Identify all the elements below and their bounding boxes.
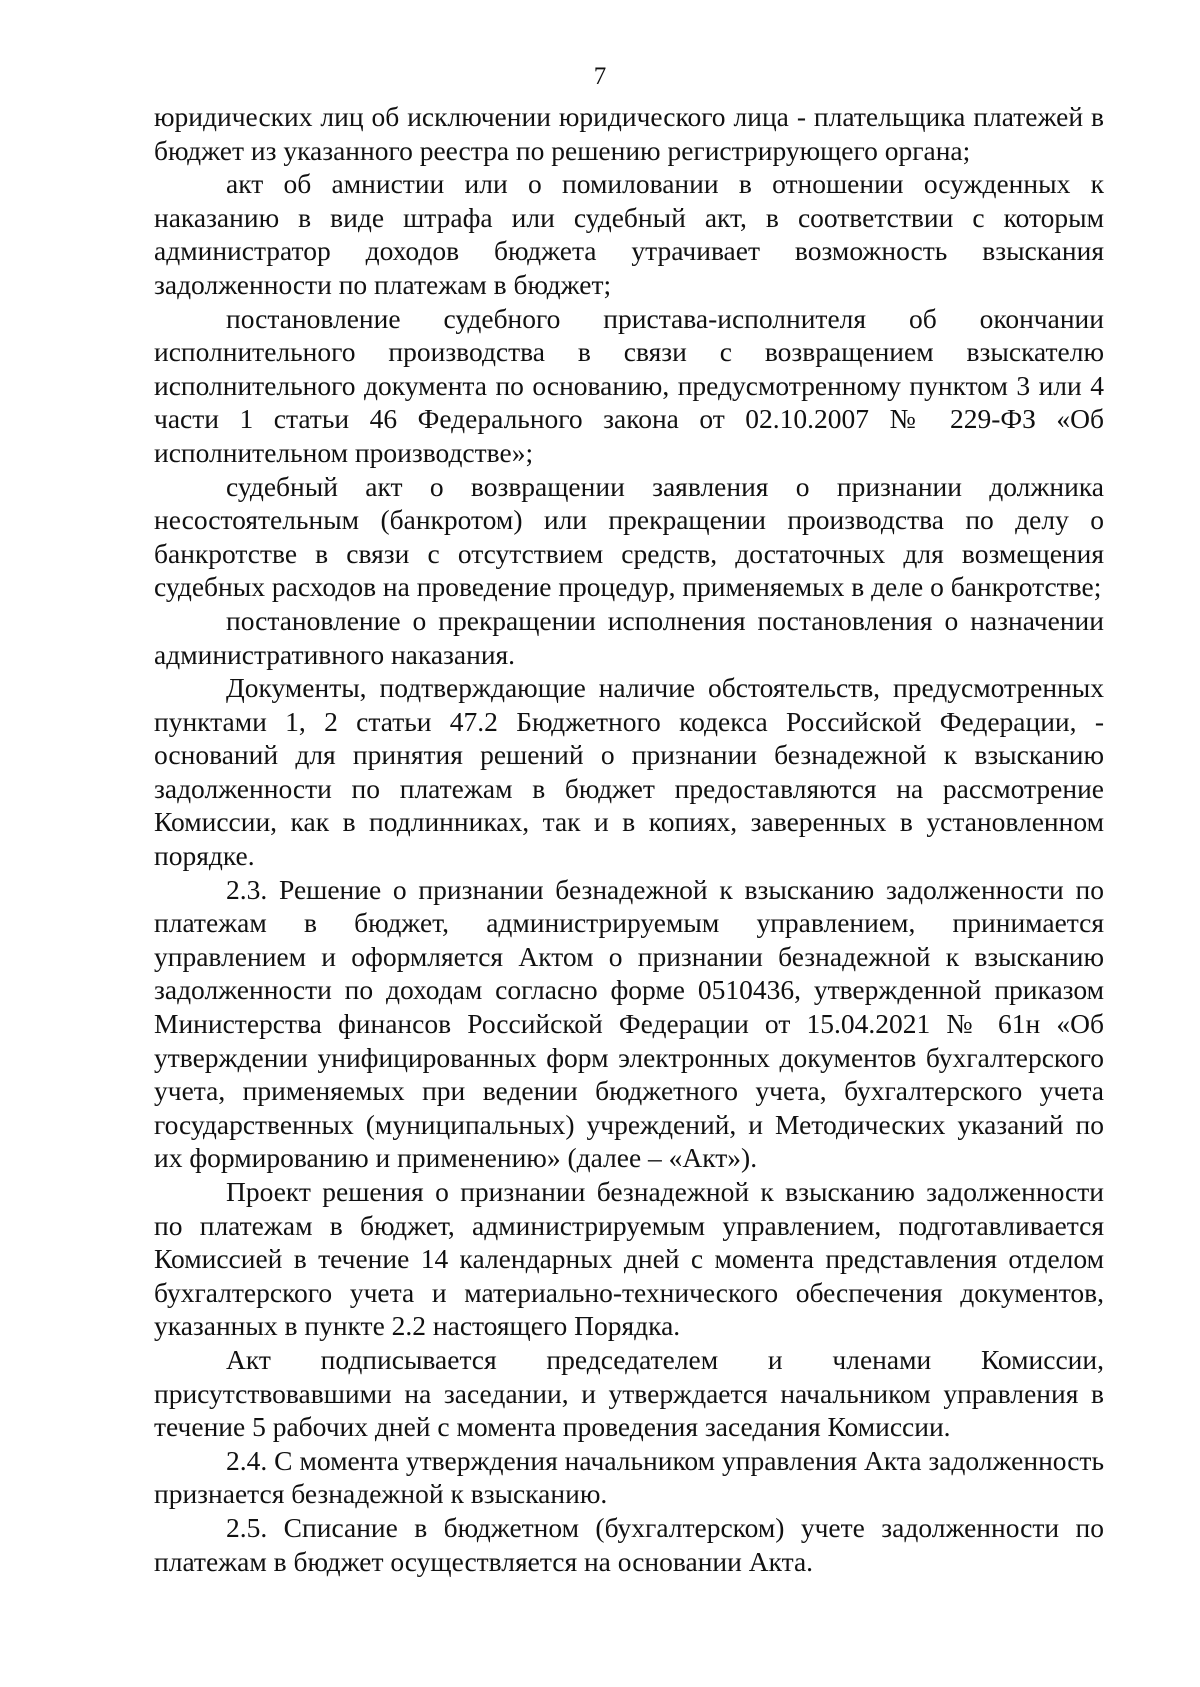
paragraph-8: Проект решения о признании безнадежной к взысканию задолженности по платежам в бюджет, администрируемым управлением, подготавливается Комиссией в течение 14 календарных дней с момента представления отделом бухгалтерского учета и материально-технического обеспечения документов, указанных в пункте 2.2 настоящего Порядка. <box>154 1176 1104 1342</box>
paragraph-2: акт об амнистии или о помиловании в отношении осужденных к наказанию в виде штрафа или судебный акт, в соответствии с которым администратор доходов бюджета утрачивает возможность взыскания задолженности по платежам в бюджет; <box>154 168 1104 300</box>
page-number: 7 <box>593 63 607 90</box>
paragraph-4: судебный акт о возвращении заявления о признании должника несостоятельным (банкротом) или прекращении производства по делу о банкротстве в связи с отсутствием средств, достаточных для возмещения судебных расходов на проведение процедур, применяемых в деле о банкротстве; <box>154 470 1104 603</box>
paragraph-1: юридических лиц об исключении юридического лица - плательщика платежей в бюджет из указанного реестра по решению регистрирующего органа; <box>154 101 1104 166</box>
paragraph-9: Акт подписывается председателем и членами Комиссии, присутствовавшими на заседании, и утверждается начальником управления в течение 5 рабочих дней с момента проведения заседания Комиссии. <box>154 1343 1104 1443</box>
document-body <box>154 100 1104 1578</box>
paragraph-6: Документы, подтверждающие наличие обстоятельств, предусмотренных пунктами 1, 2 статьи 47.2 Бюджетного кодекса Российской Федерации, - оснований для принятия решений о признании безнадежной к взысканию задолженности по платежам в бюджет предоставляются на рассмотрение Комиссии, как в подлинниках, так и в копиях, заверенных в установленном порядке. <box>154 672 1104 872</box>
paragraph-10: 2.4. С момента утверждения начальником управления Акта задолженность признается безнадежной к взысканию. <box>154 1444 1104 1510</box>
paragraph-11: 2.5. Списание в бюджетном (бухгалтерском) учете задолженности по платежам в бюджет осуществляется на основании Акта. <box>154 1511 1104 1577</box>
paragraph-7: 2.3. Решение о признании безнадежной к взысканию задолженности по платежам в бюджет, администрируемым управлением, принимается управлением и оформляется Актом о признании безнадежной к взысканию задолженности по доходам согласно форме 0510436, утвержденной приказом Министерства финансов Российской Федерации от 15.04.2021 № 61н «Об утверждении унифицированных форм электронных документов бухгалтерского учета, применяемых при ведении бюджетного учета, бухгалтерского учета государственных (муниципальных) учреждений, и Методических указаний по их формированию и применению» (далее – «Акт»). <box>154 873 1104 1174</box>
paragraph-5: постановление о прекращении исполнения постановления о назначении административного наказания. <box>154 604 1104 670</box>
paragraph-3: постановление судебного пристава-исполнителя об окончании исполнительного производства в связи с возвращением взыскателю исполнительного документа по основанию, предусмотренному пунктом 3 или 4 части 1 статьи 46 Федерального закона от 02.10.2007 № 229-ФЗ «Об исполнительном производстве»; <box>154 302 1104 468</box>
